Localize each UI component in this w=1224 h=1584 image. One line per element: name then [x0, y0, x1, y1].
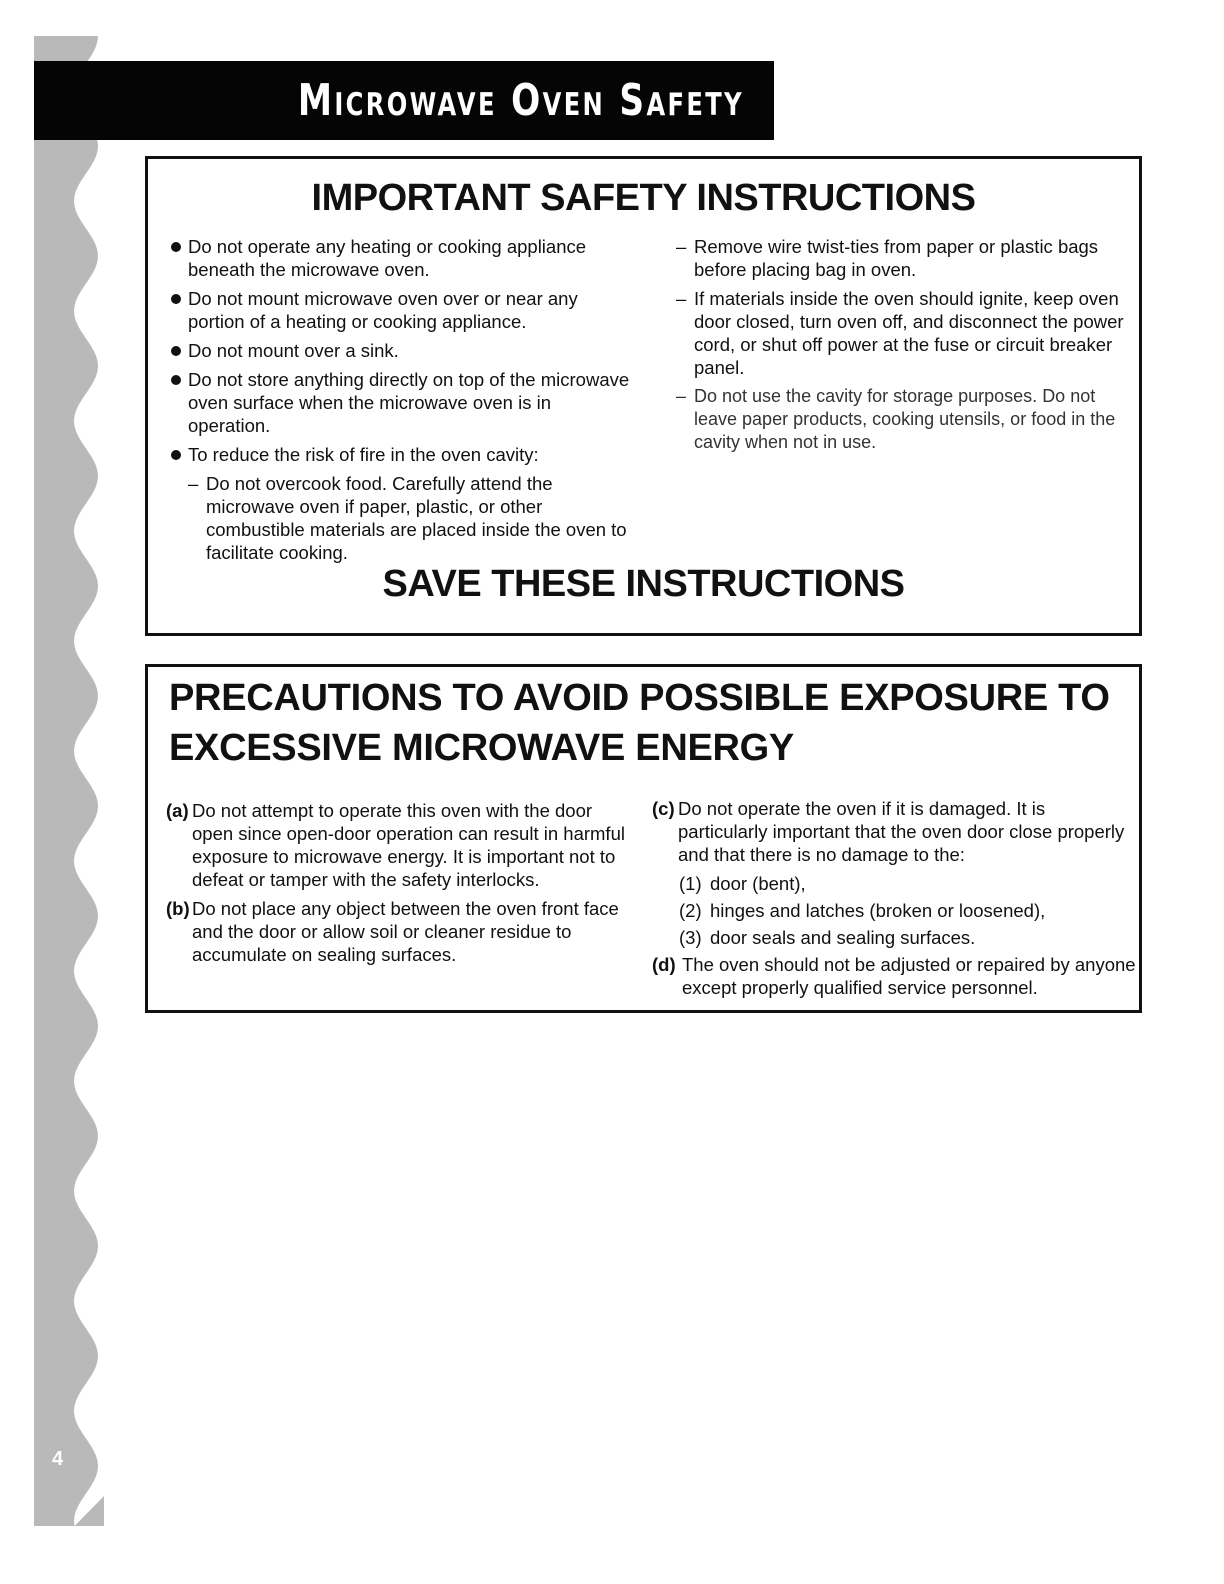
safety-heading: IMPORTANT SAFETY INSTRUCTIONS — [311, 177, 976, 219]
item-label: (a) — [166, 800, 189, 821]
bullet-icon — [171, 450, 181, 460]
dash-icon: – — [188, 473, 199, 494]
bullet-icon — [171, 294, 181, 304]
list-item-text: To reduce the risk of fire in the oven cavity: — [188, 444, 539, 465]
item-label: (3) — [679, 927, 702, 948]
safety-instructions-box — [145, 156, 1142, 636]
item-label: (c) — [652, 798, 675, 819]
item-text: Do not attempt to operate this oven with the door open since open-door operation can result in harmful exposure to microwave energy. It is important not to defeat or tamper with the safety interlocks. — [192, 800, 625, 890]
item-text: door seals and sealing surfaces. — [710, 927, 976, 948]
sub-list-item — [676, 287, 1136, 379]
list-item-text: If materials inside the oven should ignite, keep oven door closed, turn oven off, and disconnect the power cord, or shut off power at the fuse or circuit breaker panel. — [694, 288, 1124, 378]
dash-icon: – — [676, 386, 687, 406]
section-title: Microwave Oven Safety — [297, 75, 744, 126]
side-strip — [34, 36, 104, 1526]
save-instructions-heading: SAVE THESE INSTRUCTIONS — [382, 563, 905, 605]
list-item-text: Do not operate any heating or cooking appliance beneath the microwave oven. — [188, 236, 587, 280]
list-item-text: Do not overcook food. Carefully attend the microwave oven if paper, plastic, or other combustible materials are placed inside the oven to facilitate cooking. — [206, 473, 627, 563]
list-item-text: Do not use the cavity for storage purposes. Do not leave paper products, cooking utensils, or food in the cavity when not in use. — [694, 386, 1116, 452]
dash-icon: – — [676, 236, 687, 257]
item-text: hinges and latches (broken or loosened), — [710, 900, 1046, 921]
list-item-text: Remove wire twist-ties from paper or plastic bags before placing bag in oven. — [694, 236, 1099, 280]
item-label: (b) — [166, 898, 190, 919]
precaution-item — [652, 797, 1136, 866]
precaution-item — [166, 897, 636, 966]
list-item — [170, 235, 630, 281]
item-label: (2) — [679, 900, 702, 921]
list-item-text: Do not mount over a sink. — [188, 340, 399, 361]
list-item — [170, 368, 630, 437]
numbered-item — [652, 872, 1136, 895]
numbered-item — [652, 899, 1136, 922]
sub-list-item — [676, 235, 1136, 281]
item-text: Do not operate the oven if it is damaged. It is particularly important that the oven door close properly and that there is no damage to the: — [678, 798, 1125, 865]
bullet-icon — [171, 242, 181, 252]
bullet-icon — [171, 346, 181, 356]
dash-icon: – — [676, 288, 687, 309]
precautions-left-column — [166, 799, 636, 972]
safety-right-column — [676, 235, 1136, 460]
item-text: The oven should not be adjusted or repaired by anyone except properly qualified service personnel. — [682, 954, 1136, 998]
sub-list-item — [676, 385, 1136, 454]
section-title-bar — [34, 61, 774, 140]
bullet-icon — [171, 375, 181, 385]
item-label: (1) — [679, 873, 702, 894]
safety-left-column — [170, 235, 630, 570]
list-item — [170, 287, 630, 333]
item-label: (d) — [652, 954, 676, 975]
list-item — [170, 443, 630, 466]
list-item-text: Do not store anything directly on top of the microwave oven surface when the microwave oven is in operation. — [188, 369, 630, 436]
precautions-box — [145, 664, 1142, 1013]
precautions-right-column — [652, 797, 1136, 1005]
item-text: door (bent), — [710, 873, 806, 894]
list-item — [170, 339, 630, 362]
page-number: 4 — [52, 1448, 64, 1470]
item-text: Do not place any object between the oven front face and the door or allow soil or cleaner residue to accumulate on sealing surfaces. — [192, 898, 619, 965]
numbered-item — [652, 926, 1136, 949]
sub-list-item — [170, 472, 630, 564]
precautions-heading: PRECAUTIONS TO AVOID POSSIBLE EXPOSURE TO EXCESSIVE MICROWAVE ENERGY — [169, 677, 1110, 769]
precaution-item — [166, 799, 636, 891]
precaution-item — [652, 953, 1136, 999]
list-item-text: Do not mount microwave oven over or near any portion of a heating or cooking appliance. — [188, 288, 578, 332]
